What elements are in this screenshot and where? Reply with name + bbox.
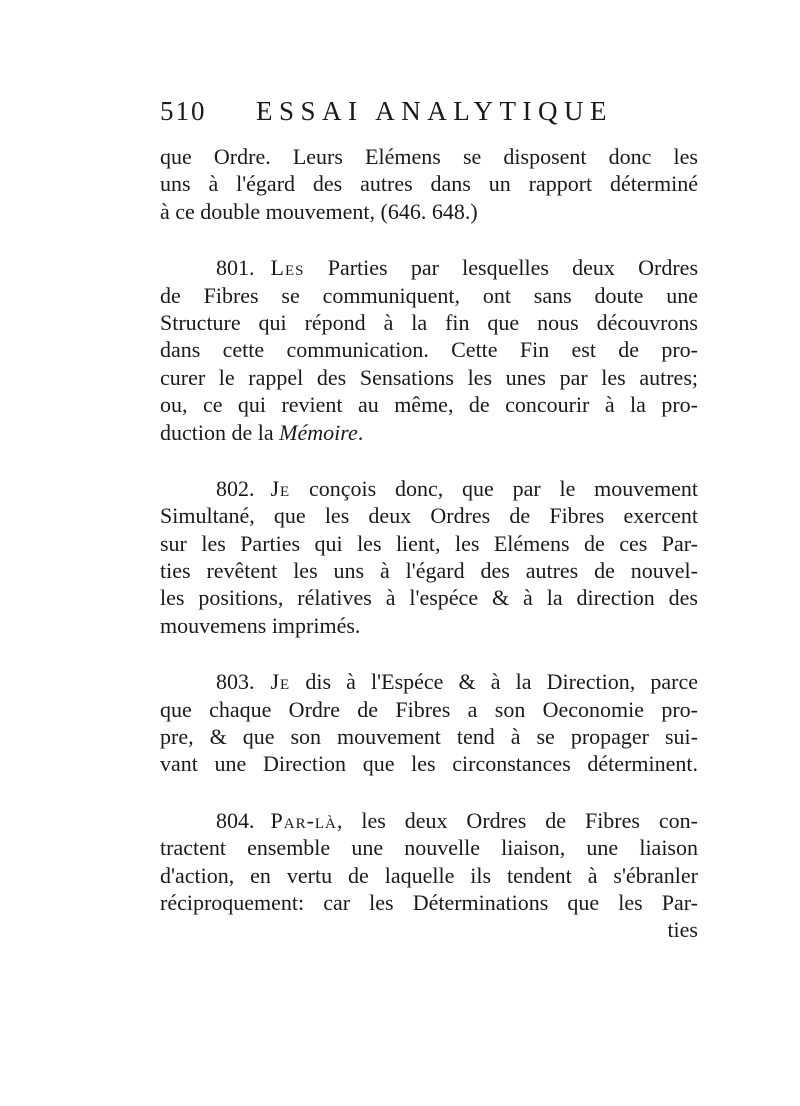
text-line: les positions, rélatives à l'espéce & à la direction des [160,585,698,611]
paragraph-802 [160,475,698,639]
text-line: curer le rappel des Sensations les unes par les autres; [160,364,698,390]
paragraph-number: 804. [216,807,255,833]
text-line [160,668,698,695]
text-line: vant une Direction que les circonstances déterminent. [160,751,698,777]
text-line: d'action, en vertu de laquelle ils tendent à s'ébranler [160,862,698,888]
text-line: à ce double mouvement, (646. 648.) [160,198,478,224]
text-line [160,475,698,502]
catchword: ties [667,917,698,943]
text-segment: dis à l'Espéce & à la Direction, parce [305,669,698,695]
paragraph-continuation [160,143,698,225]
text-line: mouvemens imprimés. [160,612,361,638]
paragraph-804 [160,807,698,917]
text-line: sur les Parties qui les lient, les Elémens de ces Par- [160,530,698,556]
text-segment: conçois donc, que par le mouvement [309,475,698,501]
text-line: tractent ensemble une nouvelle liaison, une liaison [160,835,698,861]
text-line: que Ordre. Leurs Elémens se disposent donc les [160,144,698,169]
paragraph-lead: Les [270,255,305,281]
page-body [160,143,698,944]
text-segment: Parties par lesquelles deux Ordres [327,255,698,281]
paragraph-803 [160,668,698,778]
text-line: de Fibres se communiquent, ont sans doute une [160,282,698,308]
text-segment: , les deux Ordres de Fibres con- [336,807,698,833]
text-line: ou, ce qui revient au même, de concourir à la pro- [160,392,698,418]
text-line: uns à l'égard des autres dans un rapport déterminé [160,171,698,197]
text-line: pre, & que son mouvement tend à se propager sui- [160,724,698,750]
text-line [160,254,698,281]
paragraph-lead: Par-là [270,807,337,833]
paragraph-lead: Je [270,475,291,501]
italic-term: Mémoire [279,419,358,445]
running-title: ESSAI ANALYTIQUE [256,96,614,126]
text-segment: duction de la [160,419,280,445]
text-line: ties revêtent les uns à l'égard des autres de nouvel- [160,558,698,584]
text-line: Structure qui répond à la fin que nous découvrons [160,309,698,335]
text-segment: . [357,419,364,445]
text-line: Simultané, que les deux Ordres de Fibres exercent [160,503,698,529]
page-header [160,96,700,136]
text-line: dans cette communication. Cette Fin est de pro- [160,337,698,363]
paragraph-801 [160,254,698,446]
text-line: réciproquement: car les Déterminations que les Par- [160,889,698,915]
text-line [160,807,698,834]
paragraph-number: 802. [216,475,255,501]
paragraph-number: 803. [216,669,255,695]
text-line: que chaque Ordre de Fibres a son Oeconomie pro- [160,696,698,722]
paragraph-number: 801. [216,255,255,281]
paragraph-lead: Je [270,669,291,695]
page-number: 510 [160,96,207,126]
text-line [160,419,698,446]
